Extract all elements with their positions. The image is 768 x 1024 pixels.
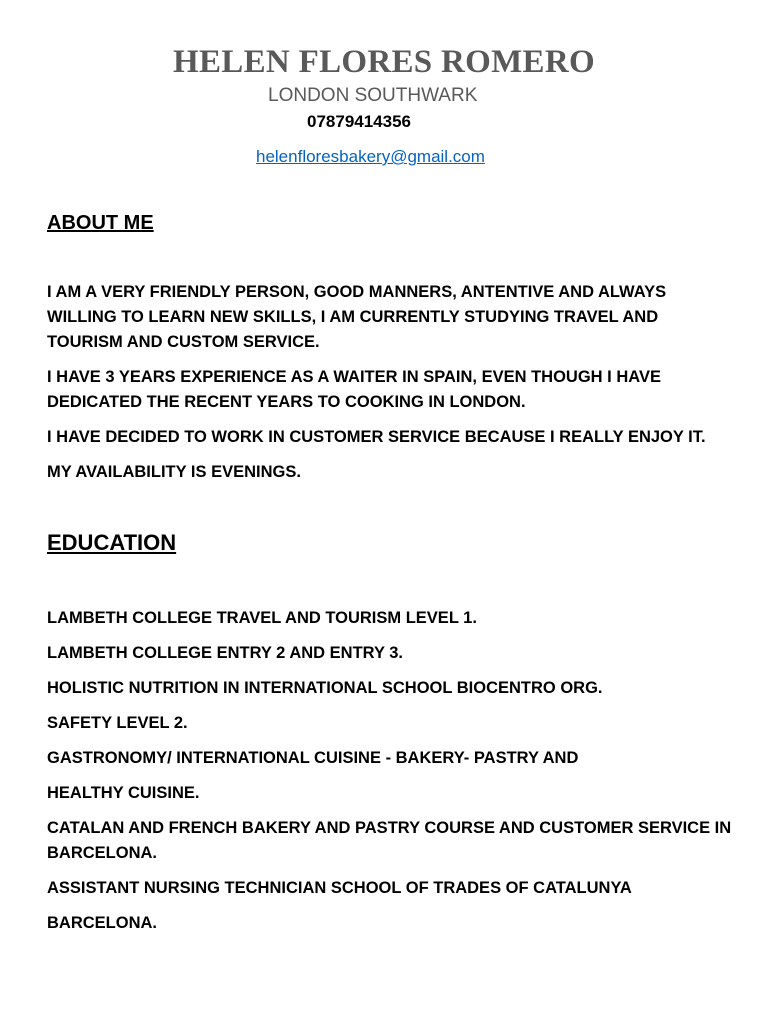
about-paragraph: I HAVE DECIDED TO WORK IN CUSTOMER SERVICE BECAUSE I REALLY ENJOY IT.	[47, 428, 706, 446]
education-item: GASTRONOMY/ INTERNATIONAL CUISINE - BAKERY- PASTRY AND	[47, 749, 579, 767]
education-item: HEALTHY CUISINE.	[47, 784, 200, 802]
education-heading: EDUCATION	[47, 530, 177, 555]
education-item: ASSISTANT NURSING TECHNICIAN SCHOOL OF TRADES OF CATALUNYA	[47, 879, 632, 897]
education-section	[47, 606, 737, 946]
resume-phone: 07879414356	[307, 112, 412, 131]
education-item: LAMBETH COLLEGE ENTRY 2 AND ENTRY 3.	[47, 644, 404, 662]
resume-name: HELEN FLORES ROMERO	[173, 44, 595, 80]
education-item: SAFETY LEVEL 2.	[47, 714, 188, 732]
email-link[interactable]: helenfloresbakery@gmail.com	[256, 147, 485, 166]
education-item: BARCELONA.	[47, 914, 157, 932]
about-paragraph: I HAVE 3 YEARS EXPERIENCE AS A WAITER IN SPAIN, EVEN THOUGH I HAVE DEDICATED THE RECENT YEARS TO COOKING IN LONDON.	[47, 368, 661, 411]
about-paragraph: MY AVAILABILITY IS EVENINGS.	[47, 463, 301, 481]
resume-location: LONDON SOUTHWARK	[268, 85, 478, 106]
about-me-heading: ABOUT ME	[47, 212, 154, 234]
education-item: CATALAN AND FRENCH BAKERY AND PASTRY COURSE AND CUSTOMER SERVICE IN BARCELONA.	[47, 819, 732, 862]
about-me-section	[47, 280, 737, 495]
education-item: HOLISTIC NUTRITION IN INTERNATIONAL SCHOOL BIOCENTRO ORG.	[47, 679, 603, 697]
education-item: LAMBETH COLLEGE TRAVEL AND TOURISM LEVEL 1.	[47, 609, 477, 627]
about-paragraph: I AM A VERY FRIENDLY PERSON, GOOD MANNERS, ANTENTIVE AND ALWAYS WILLING TO LEARN NEW SKILLS, I AM CURRENTLY STUDYING TRAVEL AND TOURISM AND CUSTOM SERVICE.	[47, 283, 667, 351]
